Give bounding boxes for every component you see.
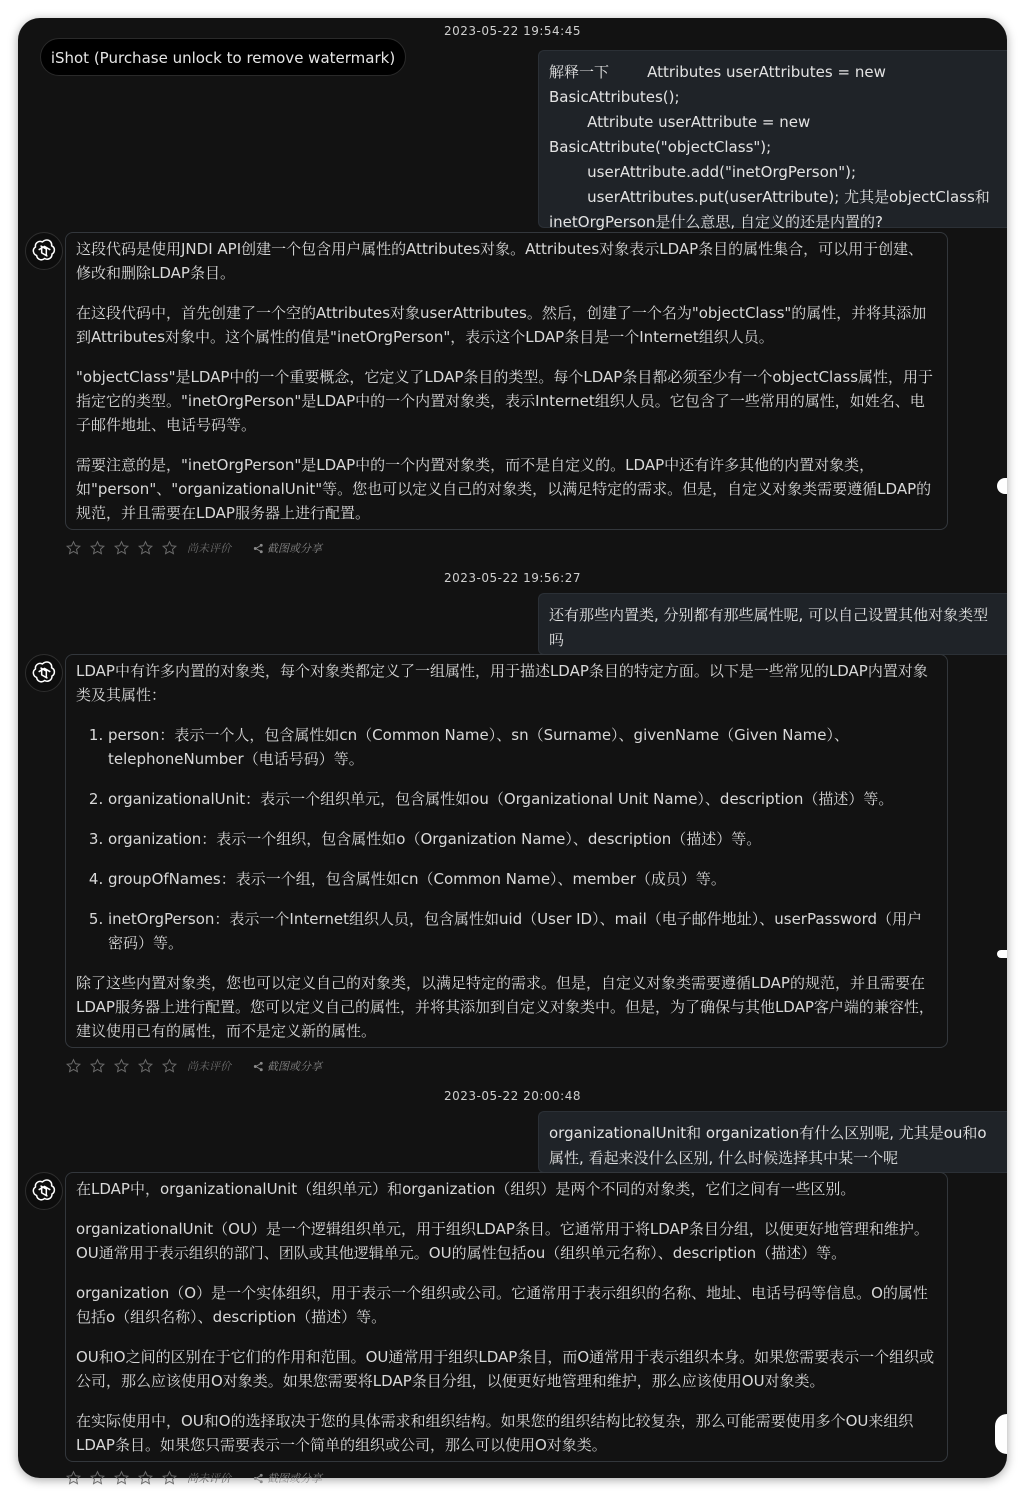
share-button[interactable] (253, 1470, 322, 1486)
watermark-badge: iShot (Purchase unlock to remove watermark) (40, 38, 406, 76)
share-icon (253, 1473, 264, 1484)
star-icon[interactable] (89, 1470, 106, 1486)
share-button[interactable] (253, 1058, 322, 1074)
timestamp: 2023-05-22 20:00:48 (444, 1089, 581, 1103)
timestamp: 2023-05-22 19:54:45 (444, 24, 581, 38)
share-label: 截图或分享 (267, 1060, 322, 1073)
message-paragraph: "objectClass"是LDAP中的一个重要概念，它定义了LDAP条目的类型。每个LDAP条目都必须至少有一个objectClass属性，用于指定它的类型。"inetOrgPerson"是LDAP中的一个内置对象类，表示Internet组织人员。它包含了一些常用的属性，如姓名、电子邮件地址、电话号码等。 (76, 368, 934, 434)
rating-row (65, 1056, 322, 1076)
assistant-avatar (25, 1172, 63, 1210)
star-icon[interactable] (113, 1058, 130, 1074)
openai-logo-icon (30, 659, 58, 687)
user-message[interactable]: 解释一下 Attributes userAttributes = new BasicAttributes(); Attribute userAttribute = new BasicAttribute("objectClass"); userAttribute.add("inetOrgPerson"); userAttributes.put(userAttribute); 尤其是objectClass和inetOrgPerson是什么意思, 自定义的还是内置的? (538, 50, 1007, 228)
star-icon[interactable] (65, 1470, 82, 1486)
assistant-avatar (25, 654, 63, 692)
star-icon[interactable] (65, 1058, 82, 1074)
assistant-message (65, 232, 948, 530)
share-icon (253, 1061, 264, 1072)
message-paragraph: 在LDAP中，organizationalUnit（组织单元）和organization（组织）是两个不同的对象类，它们之间有一些区别。 (76, 1180, 856, 1198)
star-icon[interactable] (137, 540, 154, 556)
list-item: 5. inetOrgPerson：表示一个Internet组织人员，包含属性如uid（User ID）、mail（电子邮件地址）、userPassword（用户密码）等。 (108, 907, 935, 955)
share-label: 截图或分享 (267, 1472, 322, 1485)
timestamp: 2023-05-22 19:56:27 (444, 571, 581, 585)
edge-fragment (995, 1414, 1007, 1454)
star-icon[interactable] (65, 540, 82, 556)
edge-fragment (997, 478, 1007, 494)
assistant-avatar (25, 232, 63, 270)
rating-status: 尚未评价 (187, 542, 231, 555)
user-message[interactable]: 还有那些内置类, 分别都有那些属性呢, 可以自己设置其他对象类型吗 (538, 593, 1007, 655)
star-icon[interactable] (137, 1058, 154, 1074)
openai-logo-icon (30, 237, 58, 265)
message-paragraph: 这段代码是使用JNDI API创建一个包含用户属性的Attributes对象。Attributes对象表示LDAP条目的属性集合，可以用于创建、修改和删除LDAP条目。 (76, 240, 924, 282)
list-item: 1. person：表示一个人，包含属性如cn（Common Name）、sn（Surname）、givenName（Given Name）、telephoneNumber（电话号码）等。 (108, 723, 935, 771)
assistant-message (65, 1172, 948, 1462)
assistant-message (65, 654, 948, 1048)
user-message[interactable]: organizationalUnit和 organization有什么区别呢, 尤其是ou和o属性, 看起来没什么区别, 什么时候选择其中某一个呢 (538, 1111, 1007, 1173)
star-icon[interactable] (113, 540, 130, 556)
share-label: 截图或分享 (267, 542, 322, 555)
message-paragraph: OU和O之间的区别在于它们的作用和范围。OU通常用于组织LDAP条目，而O通常用于表示组织本身。如果您需要表示一个组织或公司，那么应该使用O对象类。如果您需要将LDAP条目分组，以便更好地管理和维护，那么应该使用OU对象类。 (76, 1348, 935, 1390)
list-item: 4. groupOfNames：表示一个组，包含属性如cn（Common Name）、member（成员）等。 (108, 867, 935, 891)
message-paragraph: LDAP中有许多内置的对象类，每个对象类都定义了一组属性，用于描述LDAP条目的特定方面。以下是一些常见的LDAP内置对象类及其属性： (76, 662, 928, 704)
message-paragraph: organizationalUnit（OU）是一个逻辑组织单元，用于组织LDAP条目。它通常用于将LDAP条目分组，以便更好地管理和维护。OU通常用于表示组织的部门、团队或其他逻辑单元。OU的属性包括ou（组织单元名称）、description（描述）等。 (76, 1220, 929, 1262)
list-item: 3. organization：表示一个组织，包含属性如o（Organization Name）、description（描述）等。 (108, 827, 935, 851)
share-button[interactable] (253, 540, 322, 556)
star-icon[interactable] (89, 1058, 106, 1074)
message-paragraph: 在这段代码中，首先创建了一个空的Attributes对象userAttributes。然后，创建了一个名为"objectClass"的属性，并将其添加到Attributes对象中。这个属性的值是"inetOrgPerson"，表示这个LDAP条目是一个Internet组织人员。 (76, 304, 927, 346)
message-paragraph: 在实际使用中，OU和O的选择取决于您的具体需求和组织结构。如果您的组织结构比较复杂，那么可能需要使用多个OU来组织LDAP条目。如果您只需要表示一个简单的组织或公司，那么可以使用O对象类。 (76, 1412, 914, 1454)
star-icon[interactable] (113, 1470, 130, 1486)
openai-logo-icon (30, 1177, 58, 1205)
message-paragraph: 除了这些内置对象类，您也可以定义自己的对象类，以满足特定的需求。但是，自定义对象类需要遵循LDAP的规范，并且需要在LDAP服务器上进行配置。您可以定义自己的属性，并将其添加到自定义对象类中。但是，为了确保与其他LDAP客户端的兼容性，建议使用已有的属性，而不是定义新的属性。 (76, 974, 934, 1040)
rating-status: 尚未评价 (187, 1060, 231, 1073)
chat-window (18, 18, 1007, 1485)
star-icon[interactable] (161, 1470, 178, 1486)
object-class-list (76, 723, 935, 955)
rating-row (65, 538, 322, 558)
star-icon[interactable] (161, 1058, 178, 1074)
star-icon[interactable] (89, 540, 106, 556)
star-icon[interactable] (137, 1470, 154, 1486)
message-paragraph: 需要注意的是，"inetOrgPerson"是LDAP中的一个内置对象类，而不是自定义的。LDAP中还有许多其他的内置对象类，如"person"、"organizationalUnit"等。您也可以定义自己的对象类，以满足特定的需求。但是，自定义对象类需要遵循LDAP的规范，并且需要在LDAP服务器上进行配置。 (76, 456, 932, 522)
message-paragraph: organization（O）是一个实体组织，用于表示一个组织或公司。它通常用于表示组织的名称、地址、电话号码等信息。O的属性包括o（组织名称）、description（描述）等。 (76, 1284, 928, 1326)
rating-row (65, 1468, 322, 1488)
share-icon (253, 543, 264, 554)
rating-status: 尚未评价 (187, 1472, 231, 1485)
edge-fragment (997, 950, 1007, 958)
list-item: 2. organizationalUnit：表示一个组织单元，包含属性如ou（Organizational Unit Name）、description（描述）等。 (108, 787, 935, 811)
star-icon[interactable] (161, 540, 178, 556)
